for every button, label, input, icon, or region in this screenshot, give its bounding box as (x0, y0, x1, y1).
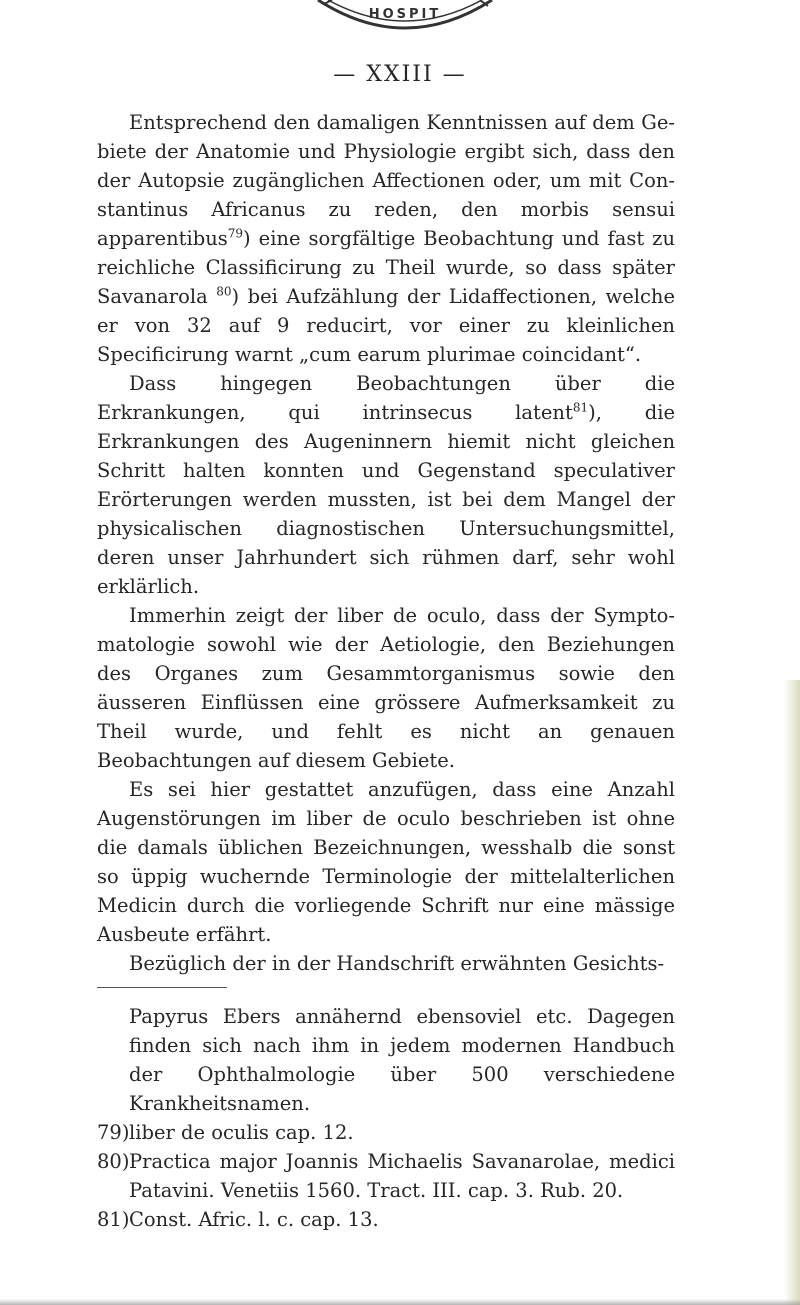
footnote-number: 81) (97, 1208, 130, 1231)
paragraph-text: Dass hingegen Beobachtungen über die Erkrankungen, qui intrinsecus latent (97, 372, 675, 424)
footnote-number: 79) (97, 1121, 130, 1144)
paragraph-text: Bezüglich der in der Handschrift erwähnten Gesichts- (129, 952, 665, 975)
footnote (97, 1205, 675, 1234)
footnote-marker: 79 (227, 226, 244, 241)
footnote-text: Papyrus Ebers annähernd ebensoviel etc. Dagegen finden sich nach ihm in jedem modernen Handbuch der Ophthalmologie über 500 verschiedene Krankheitsnamen. (129, 1005, 675, 1115)
footnote (97, 1002, 675, 1118)
library-stamp-text: HOSPIT (368, 7, 442, 22)
footnote-text: Practica major Joannis Michaelis Savanarolae, medici Patavini. Venetiis 1560. Tract. III. cap. 3. Rub. 20. (129, 1150, 675, 1202)
footnote-text: liber de oculis cap. 12. (129, 1121, 354, 1144)
paragraph (97, 601, 675, 775)
library-stamp (310, 0, 500, 36)
footnote (97, 1118, 675, 1147)
footnote-text: Const. Afric. l. c. cap. 13. (129, 1208, 379, 1231)
page-number: — XXIII — (333, 62, 467, 87)
footnote-marker: 80 (216, 284, 232, 299)
body-text (97, 108, 675, 978)
footnote-marker: 81 (572, 400, 589, 415)
paragraph (97, 949, 675, 978)
paragraph-text: Entsprechend den damaligen Kenntnissen auf dem Gebiete der Anatomie und Physiologie ergibt sich, dass den der Autopsie zugänglichen Affectionen oder, um mit Constantinus Africanus zu reden, den morbis sensui apparentibus (97, 111, 675, 250)
paragraph (97, 108, 675, 369)
paragraph (97, 775, 675, 949)
footnote-divider (97, 987, 227, 988)
paragraph (97, 369, 675, 601)
paragraph-text: Immerhin zeigt der liber de oculo, dass der Symptomatologie sowohl wie der Aetiologie, den Beziehungen des Organes zum Gesammtorganismus sowie den äusseren Einflüssen eine grössere Aufmerksamkeit zu Theil wurde, und fehlt es nicht an genauen Beobachtungen auf diesem Gebiete. (97, 604, 675, 772)
paragraph-text: ), die Erkrankungen des Augeninnern hiemit nicht gleichen Schritt halten konnten und Gegenstand speculativer Erörterungen werden mussten, ist bei dem Mangel der physicalischen diagnostischen Untersuchungsmittel, deren unser Jahrhundert sich rühmen darf, sehr wohl erklärlich. (97, 401, 675, 598)
page-bottom-shadow (0, 1299, 800, 1305)
footnote (97, 1147, 675, 1205)
paragraph-text: ) bei Aufzählung der Lidaffectionen, welche er von 32 auf 9 reducirt, vor einer zu kleinlichen Specificirung warnt „cum earum plurimae coincidant“. (97, 285, 676, 366)
footnotes (97, 1002, 675, 1234)
page-edge-stain (784, 680, 800, 1305)
paragraph-text: ) eine sorgfältige Beobachtung und fast zu reichliche Classificirung zu Theil wurde, so dass später Savanarola (97, 227, 675, 308)
footnote-number: 80) (97, 1150, 130, 1173)
paragraph-text: Es sei hier gestattet anzufügen, dass eine Anzahl Augenstörungen im liber de oculo beschrieben ist ohne die damals üblichen Bezeichnungen, wesshalb die sonst so üppig wuchernde Terminologie der mittelalterlichen Medicin durch die vorliegende Schrift nur eine mässige Ausbeute erfährt. (97, 778, 675, 946)
